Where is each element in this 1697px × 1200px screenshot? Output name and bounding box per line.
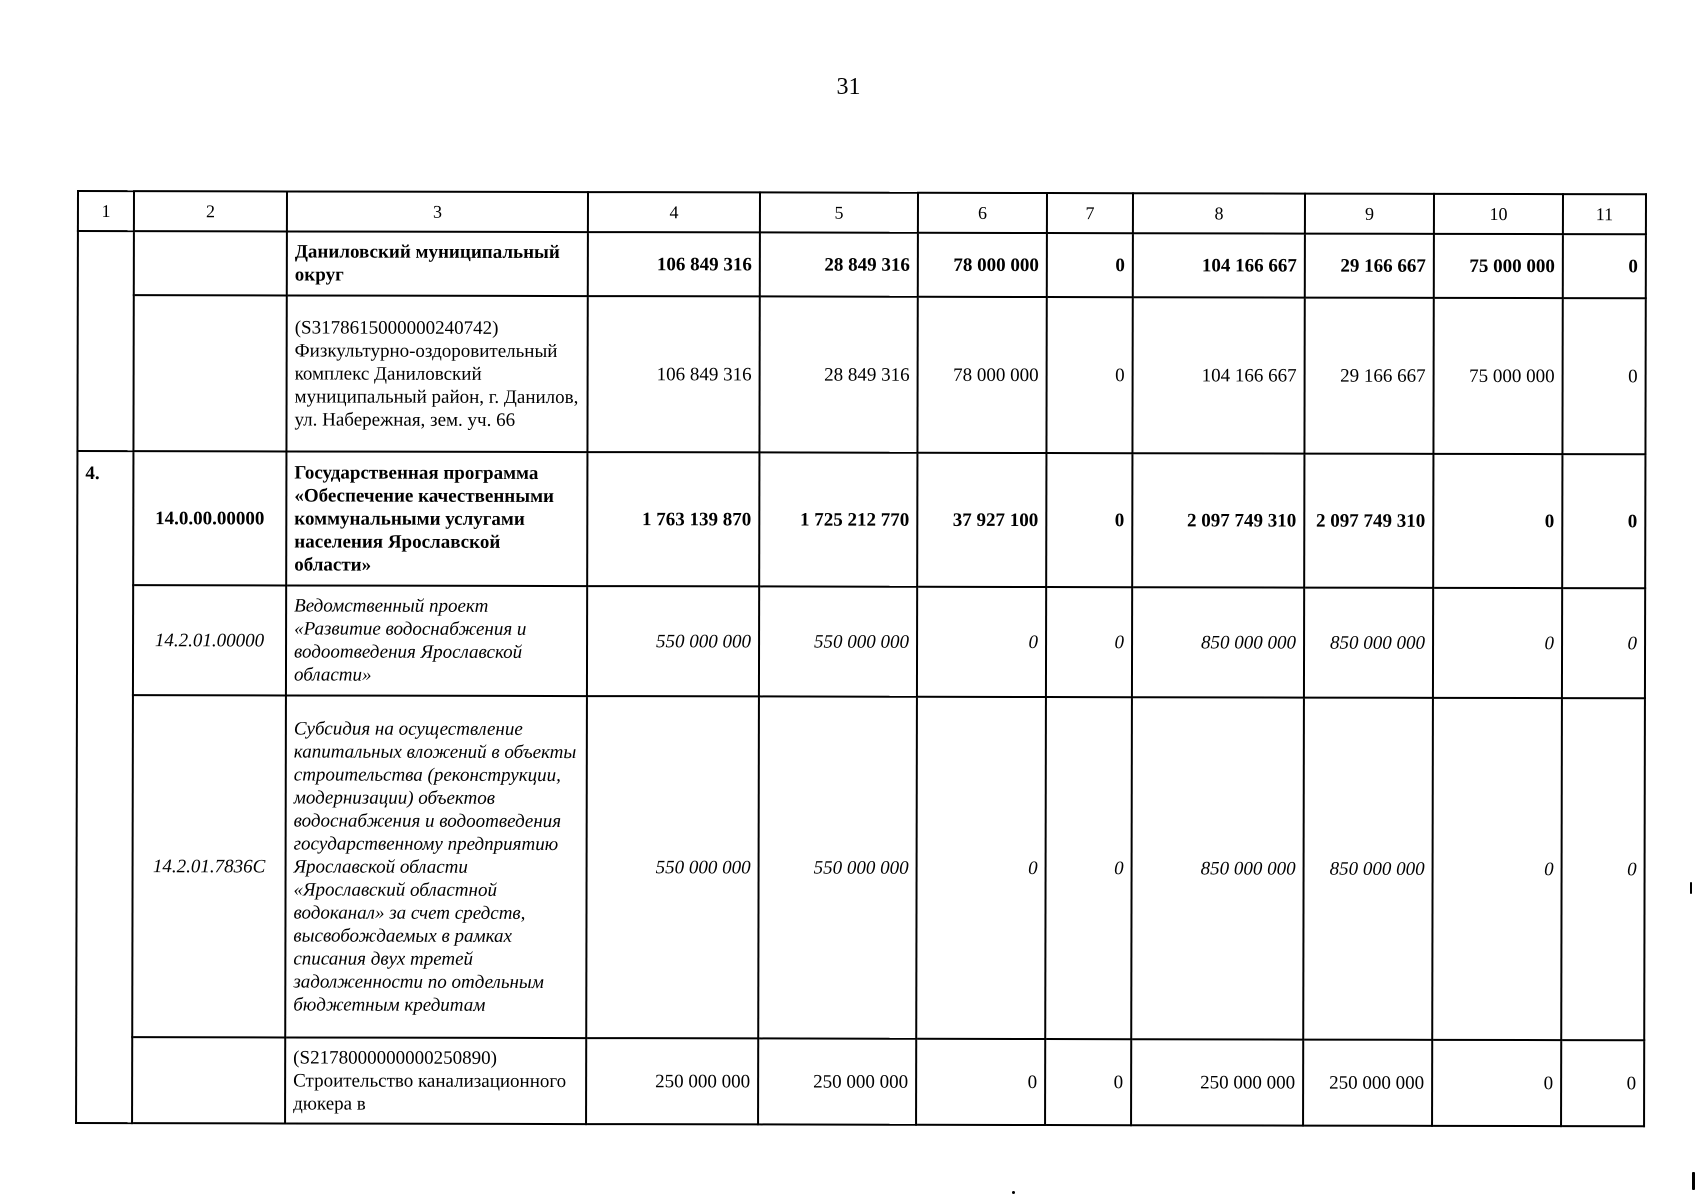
code-cell <box>134 231 287 295</box>
code-cell <box>133 295 286 451</box>
table-row <box>77 451 1645 588</box>
name-cell: Государственная программа «Обеспечение качественными коммунальными услугами населения Ярославской области» <box>286 451 587 586</box>
header-cell: 3 <box>287 191 588 232</box>
page-number: 31 <box>836 74 861 100</box>
code-cell: 14.0.00.00000 <box>133 451 286 585</box>
value-cell: 2 097 749 310 <box>1304 454 1433 588</box>
value-cell: 250 000 000 <box>586 1038 758 1124</box>
code-cell: 14.2.01.7836C <box>132 695 286 1037</box>
value-cell: 28 849 316 <box>760 232 918 296</box>
value-cell: 0 <box>1046 587 1132 697</box>
value-cell: 0 <box>1046 297 1132 453</box>
value-cell: 29 166 667 <box>1305 234 1434 298</box>
scan-speck <box>1012 1191 1015 1194</box>
group-index-cell: 4. <box>76 451 133 1123</box>
value-cell: 75 000 000 <box>1433 298 1562 454</box>
value-cell: 0 <box>1432 1040 1561 1126</box>
value-cell: 0 <box>1433 454 1562 588</box>
value-cell: 0 <box>1562 298 1645 454</box>
scan-speck <box>1692 1172 1695 1190</box>
value-cell: 850 000 000 <box>1132 587 1304 697</box>
value-cell: 1 763 139 870 <box>587 452 759 586</box>
value-cell: 106 849 316 <box>587 296 759 452</box>
value-cell: 0 <box>1045 697 1132 1039</box>
value-cell: 250 000 000 <box>1131 1039 1303 1125</box>
value-cell: 0 <box>916 1039 1045 1125</box>
value-cell: 2 097 749 310 <box>1132 453 1304 587</box>
value-cell: 0 <box>1433 588 1562 698</box>
table-row <box>76 1037 1644 1126</box>
table-row <box>77 585 1645 698</box>
value-cell: 0 <box>1562 588 1645 698</box>
value-cell: 0 <box>1561 698 1645 1040</box>
name-cell: Ведомственный проект «Развитие водоснабжения и водоотведения Ярославской области» <box>286 585 587 696</box>
table-row <box>76 695 1645 1040</box>
value-cell: 28 849 316 <box>759 296 917 452</box>
code-cell: 14.2.01.00000 <box>133 585 286 695</box>
header-cell: 6 <box>918 193 1047 233</box>
header-cell: 10 <box>1434 194 1563 234</box>
value-cell: 250 000 000 <box>1303 1040 1432 1126</box>
scan-speck <box>1690 882 1692 894</box>
value-cell: 850 000 000 <box>1304 588 1433 698</box>
table-header-row <box>78 191 1646 234</box>
header-cell: 9 <box>1305 194 1434 234</box>
value-cell: 0 <box>917 587 1046 697</box>
header-cell: 2 <box>134 191 287 231</box>
value-cell: 29 166 667 <box>1304 298 1433 454</box>
value-cell: 0 <box>1561 1040 1644 1126</box>
value-cell: 78 000 000 <box>917 297 1046 453</box>
value-cell: 37 927 100 <box>917 453 1046 587</box>
name-cell: (S3178615000000240742) Физкультурно-оздоровительный комплекс Даниловский муниципальный район, г. Данилов, ул. Набережная, зем. уч. 66 <box>286 295 587 452</box>
value-cell: 78 000 000 <box>918 233 1047 297</box>
value-cell: 550 000 000 <box>758 696 917 1038</box>
index-cell <box>77 231 133 451</box>
header-cell: 11 <box>1563 194 1646 234</box>
value-cell: 850 000 000 <box>1131 697 1304 1039</box>
value-cell: 104 166 667 <box>1132 297 1304 453</box>
value-cell: 75 000 000 <box>1434 234 1563 298</box>
header-cell: 4 <box>588 192 760 232</box>
value-cell: 550 000 000 <box>759 586 917 696</box>
value-cell: 550 000 000 <box>586 696 759 1038</box>
name-cell: Субсидия на осуществление капитальных вложений в объекты строительства (реконструкции, модернизации) объектов водоснабжения и водоотведения государственному предприятию Ярославской области «Ярославский областной водоканал» за счет средств, высвобождаемых в рамках списания двух третей задолженности по отдельным бюджетным кредитам <box>285 695 587 1038</box>
value-cell: 0 <box>1047 233 1133 297</box>
header-cell: 7 <box>1047 193 1133 233</box>
value-cell: 0 <box>1563 234 1646 298</box>
header-cell: 8 <box>1133 193 1305 233</box>
header-cell: 1 <box>78 191 134 231</box>
table-row <box>77 295 1645 454</box>
value-cell: 0 <box>1046 453 1132 587</box>
value-cell: 850 000 000 <box>1303 698 1433 1040</box>
value-cell: 1 725 212 770 <box>759 452 917 586</box>
value-cell: 106 849 316 <box>588 232 760 296</box>
value-cell: 250 000 000 <box>758 1038 916 1124</box>
budget-table <box>75 190 1647 1127</box>
name-cell: (S2178000000000250890) Строительство канализационного дюкера в <box>285 1037 586 1124</box>
value-cell: 104 166 667 <box>1133 233 1305 297</box>
name-cell: Даниловский муниципальный округ <box>287 231 588 296</box>
value-cell: 550 000 000 <box>587 586 759 696</box>
value-cell: 0 <box>1045 1039 1131 1125</box>
value-cell: 0 <box>1432 698 1562 1040</box>
header-cell: 5 <box>760 192 918 232</box>
table-row <box>78 231 1646 298</box>
value-cell: 0 <box>916 697 1046 1039</box>
code-cell <box>132 1037 285 1123</box>
value-cell: 0 <box>1562 454 1645 588</box>
